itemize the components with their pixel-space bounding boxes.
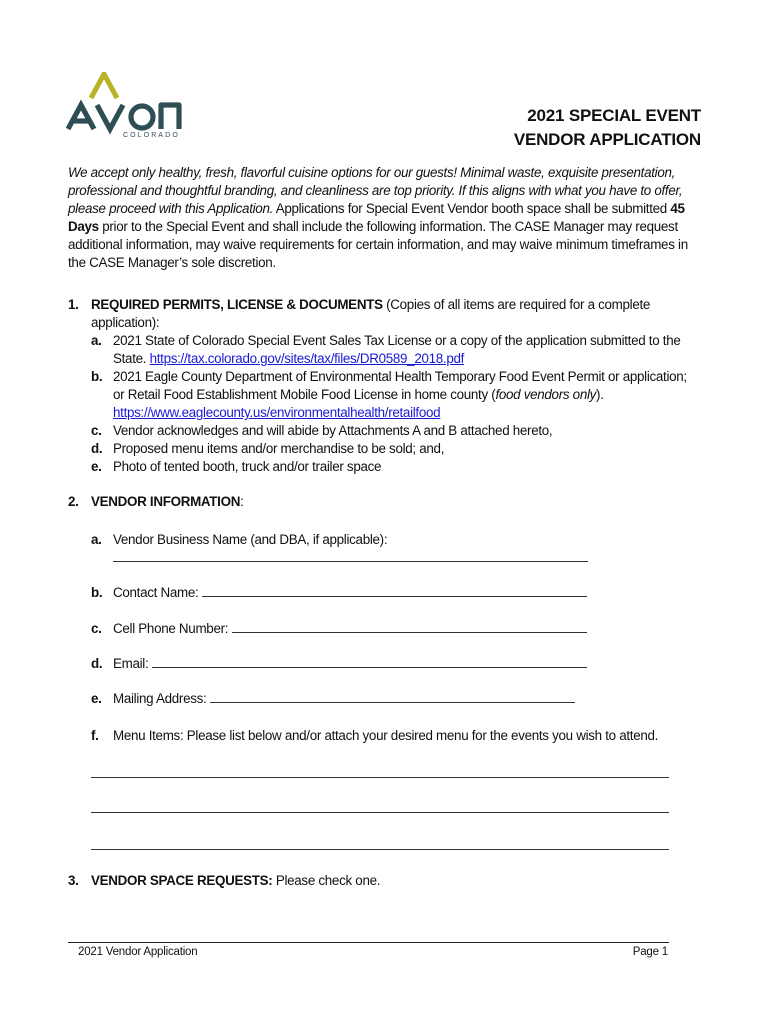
intro-text-2: prior to the Special Event and shall include the following information. The CASE Manager may request additional information, may waive requirements for certain information, and may waive minimum timeframes in the CASE Manager’s sole discretion. (68, 219, 688, 270)
intro-italic: We accept only healthy, fresh, flavorful cuisine options for our guests! Minimal waste, exquisite presentation, professional and thoughtful branding, and cleanliness are top priority. If this aligns with what you have to offer, please proceed with this Application. (68, 165, 683, 216)
tax-license-link[interactable]: https://tax.colorado.gov/sites/tax/files/DR0589_2018.pdf (149, 351, 465, 366)
section-1 (91, 296, 691, 476)
contact-name-input[interactable] (202, 584, 587, 597)
field-business-name (91, 531, 387, 549)
permit-item-d (91, 440, 691, 458)
item-letter: c. (91, 423, 102, 438)
mailing-address-input[interactable] (210, 690, 575, 703)
menu-items-line-3[interactable] (91, 849, 669, 850)
section-1-heading-row (91, 296, 691, 332)
intro-bold: 45 Days (68, 201, 685, 234)
section-1-heading: REQUIRED PERMITS, LICENSE & DOCUMENTS (91, 297, 383, 312)
field-mailing-address (91, 690, 575, 708)
section-3-heading: VENDOR SPACE REQUESTS: (91, 873, 273, 888)
menu-items-line-1[interactable] (91, 777, 669, 778)
section-2-heading: VENDOR INFORMATION (91, 494, 241, 509)
title-line-1: 2021 SPECIAL EVENT (527, 106, 701, 125)
field-letter: e. (91, 691, 102, 706)
eagle-county-link[interactable]: https://www.eaglecounty.us/environmentalhealth/retailfood (113, 405, 441, 420)
section-2-heading-row (91, 493, 244, 511)
logo-subtitle: COLORADO (123, 132, 180, 139)
page-title (514, 104, 701, 152)
item-text: Proposed menu items and/or merchandise to be sold; and, (113, 441, 445, 456)
intro-paragraph (68, 164, 708, 272)
section-3-number: 3. (68, 873, 79, 888)
avon-logo (66, 72, 192, 146)
title-line-2: VENDOR APPLICATION (513, 130, 701, 149)
section-1-note: (Copies of all items are required for a complete application): (91, 297, 651, 330)
item-letter: e. (91, 459, 102, 474)
item-text: 2021 State of Colorado Special Event Sales Tax License or a copy of the application submitted to the State. (113, 333, 681, 366)
permit-item-e (91, 458, 691, 476)
permit-item-a (91, 332, 691, 368)
field-menu-items (91, 727, 658, 745)
field-label: Cell Phone Number: (113, 621, 232, 636)
intro-text-1: Applications for Special Event Vendor booth space shall be submitted (273, 201, 671, 216)
field-letter: c. (91, 621, 102, 636)
field-label: Vendor Business Name (and DBA, if applicable): (113, 532, 388, 547)
item-text-after: ). (596, 387, 604, 402)
field-label: Menu Items: Please list below and/or attach your desired menu for the events you wish to attend. (113, 728, 659, 743)
item-text: Vendor acknowledges and will abide by Attachments A and B attached hereto, (113, 423, 553, 438)
permit-item-b (91, 368, 691, 422)
field-letter: d. (91, 656, 103, 671)
item-letter: b. (91, 369, 103, 384)
field-cell-phone (91, 620, 587, 638)
item-letter: d. (91, 441, 103, 456)
item-text: Photo of tented booth, truck and/or trailer space (113, 459, 382, 474)
item-letter: a. (91, 333, 102, 348)
footer-rule (68, 942, 669, 943)
cell-phone-input[interactable] (232, 620, 587, 633)
field-label: Mailing Address: (113, 691, 210, 706)
section-2-colon: : (240, 494, 244, 509)
section-2-number: 2. (68, 494, 79, 509)
field-letter: b. (91, 585, 103, 600)
field-letter: a. (91, 532, 102, 547)
field-label: Contact Name: (113, 585, 202, 600)
menu-items-line-2[interactable] (91, 812, 669, 813)
field-letter: f. (91, 728, 99, 743)
footer-document-name: 2021 Vendor Application (78, 946, 198, 958)
section-3-heading-row (91, 872, 380, 890)
section-1-number: 1. (68, 297, 79, 312)
field-email (91, 655, 587, 673)
item-text: 2021 Eagle County Department of Environmental Health Temporary Food Event Permit or application; or Retail Food Establishment Mobile Food License in home county ( (113, 369, 687, 402)
footer-page-number: Page 1 (632, 946, 668, 958)
item-italic: food vendors only (495, 387, 597, 402)
field-label: Email: (113, 656, 152, 671)
email-input[interactable] (152, 655, 587, 668)
field-contact-name (91, 584, 587, 602)
business-name-input[interactable] (113, 549, 588, 567)
section-3-text: Please check one. (272, 873, 381, 888)
permit-item-c (91, 422, 691, 440)
